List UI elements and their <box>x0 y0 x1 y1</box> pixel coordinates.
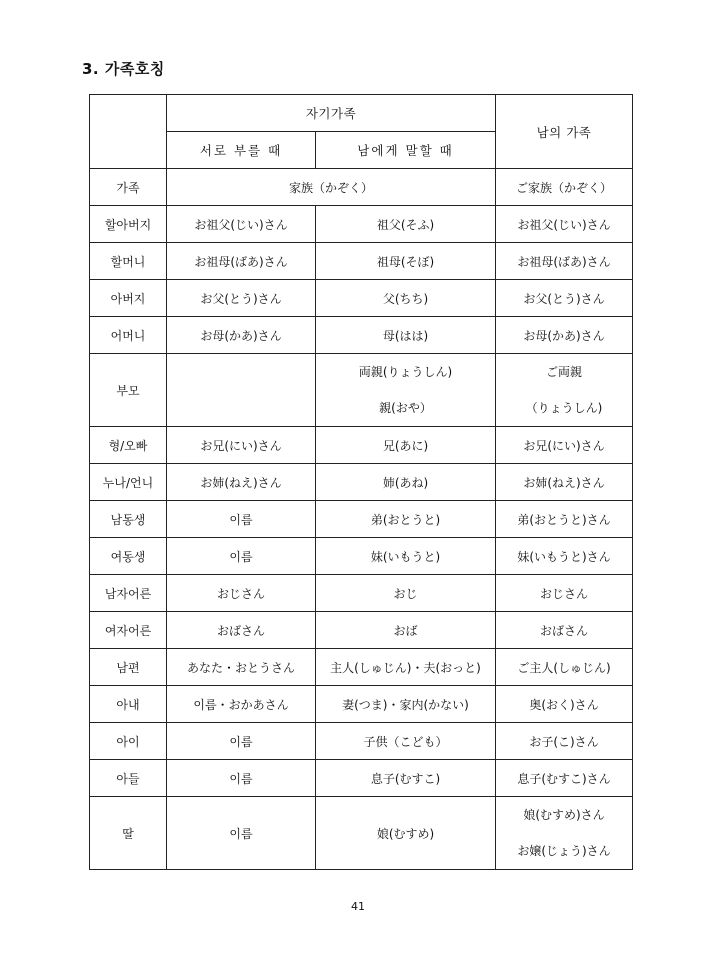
other-family-term: ご主人(しゅじん) <box>496 649 633 686</box>
call-term: お母(かあ)さん <box>167 317 316 354</box>
row-label: 가족 <box>90 169 167 206</box>
other-family-term: お祖父(じい)さん <box>496 206 633 243</box>
call-term: 이름 <box>167 797 316 870</box>
page-number: 41 <box>351 900 365 913</box>
call-term: 이름 <box>167 538 316 575</box>
table-row <box>90 280 633 317</box>
other-family-term: おじさん <box>496 575 633 612</box>
call-term: あなた・おとうさん <box>167 649 316 686</box>
table-row <box>90 501 633 538</box>
tell-term: おば <box>316 612 496 649</box>
family-terms-table <box>89 94 633 870</box>
other-family-term: お子(こ)さん <box>496 723 633 760</box>
table-row <box>90 354 633 427</box>
table-row <box>90 538 633 575</box>
tell-term-line-2: 親(おや） <box>379 401 432 415</box>
call-term: 이름 <box>167 501 316 538</box>
row-label: 아이 <box>90 723 167 760</box>
call-term: お父(とう)さん <box>167 280 316 317</box>
other-family-term: おばさん <box>496 612 633 649</box>
call-term: お祖母(ばあ)さん <box>167 243 316 280</box>
row-label: 아내 <box>90 686 167 723</box>
row-label: 여자어른 <box>90 612 167 649</box>
call-term: 이름・おかあさん <box>167 686 316 723</box>
other-family-term: 妹(いもうと)さん <box>496 538 633 575</box>
row-label: 부모 <box>90 354 167 427</box>
other-family-term: 弟(おとうと)さん <box>496 501 633 538</box>
call-term: お姉(ねえ)さん <box>167 464 316 501</box>
table-row <box>90 169 633 206</box>
table-row <box>90 612 633 649</box>
tell-term <box>316 354 496 427</box>
row-label: 형/오빠 <box>90 427 167 464</box>
other-family-term: お兄(にい)さん <box>496 427 633 464</box>
tell-term: 妻(つま)・家内(かない) <box>316 686 496 723</box>
tell-term: 父(ちち) <box>316 280 496 317</box>
self-family-term: 家族（かぞく） <box>167 169 496 206</box>
corner-cell <box>90 95 167 169</box>
tell-term: 妹(いもうと) <box>316 538 496 575</box>
header-self-family: 자기가족 <box>167 95 496 132</box>
call-term: おばさん <box>167 612 316 649</box>
other-family-term-line-1: 娘(むすめ)さん <box>523 808 605 822</box>
subheader-call-each-other: 서로 부를 때 <box>167 132 316 169</box>
row-label: 아들 <box>90 760 167 797</box>
table-row <box>90 464 633 501</box>
tell-term: 弟(おとうと) <box>316 501 496 538</box>
other-family-term: お母(かあ)さん <box>496 317 633 354</box>
row-label: 누나/언니 <box>90 464 167 501</box>
other-family-term: ご家族（かぞく） <box>496 169 633 206</box>
other-family-term-line-1: ご両親 <box>545 365 582 379</box>
table-row <box>90 427 633 464</box>
tell-term: おじ <box>316 575 496 612</box>
row-label: 여동생 <box>90 538 167 575</box>
call-term <box>167 354 316 427</box>
call-term: お兄(にい)さん <box>167 427 316 464</box>
row-label: 남편 <box>90 649 167 686</box>
other-family-term: 奥(おく)さん <box>496 686 633 723</box>
call-term: おじさん <box>167 575 316 612</box>
tell-term: 兄(あに) <box>316 427 496 464</box>
header-other-family: 남의 가족 <box>496 95 633 169</box>
subheader-tell-others: 남에게 말할 때 <box>316 132 496 169</box>
row-label: 어머니 <box>90 317 167 354</box>
other-family-term <box>496 354 633 427</box>
row-label: 아버지 <box>90 280 167 317</box>
table-row <box>90 317 633 354</box>
other-family-term <box>496 797 633 870</box>
row-label: 할아버지 <box>90 206 167 243</box>
row-label: 남자어른 <box>90 575 167 612</box>
tell-term: 母(はは) <box>316 317 496 354</box>
table-row <box>90 243 633 280</box>
table-row <box>90 649 633 686</box>
table-row <box>90 797 633 870</box>
call-term: お祖父(じい)さん <box>167 206 316 243</box>
other-family-term: お姉(ねえ)さん <box>496 464 633 501</box>
table-row <box>90 575 633 612</box>
table-row <box>90 723 633 760</box>
row-label: 할머니 <box>90 243 167 280</box>
table-row <box>90 760 633 797</box>
tell-term: 子供（こども） <box>316 723 496 760</box>
call-term: 이름 <box>167 723 316 760</box>
other-family-term-line-2: （りょうしん) <box>525 401 603 415</box>
section-title: 3. 가족호칭 <box>82 60 165 78</box>
call-term: 이름 <box>167 760 316 797</box>
tell-term: 祖父(そふ) <box>316 206 496 243</box>
tell-term: 娘(むすめ) <box>316 797 496 870</box>
other-family-term: お父(とう)さん <box>496 280 633 317</box>
row-label: 딸 <box>90 797 167 870</box>
tell-term-line-1: 両親(りょうしん) <box>358 365 453 379</box>
other-family-term: お祖母(ばあ)さん <box>496 243 633 280</box>
table-row <box>90 206 633 243</box>
tell-term: 姉(あね) <box>316 464 496 501</box>
tell-term: 息子(むすこ) <box>316 760 496 797</box>
other-family-term-line-2: お嬢(じょう)さん <box>517 844 611 858</box>
row-label: 남동생 <box>90 501 167 538</box>
tell-term: 祖母(そぼ) <box>316 243 496 280</box>
table-row <box>90 686 633 723</box>
other-family-term: 息子(むすこ)さん <box>496 760 633 797</box>
tell-term: 主人(しゅじん)・夫(おっと) <box>316 649 496 686</box>
